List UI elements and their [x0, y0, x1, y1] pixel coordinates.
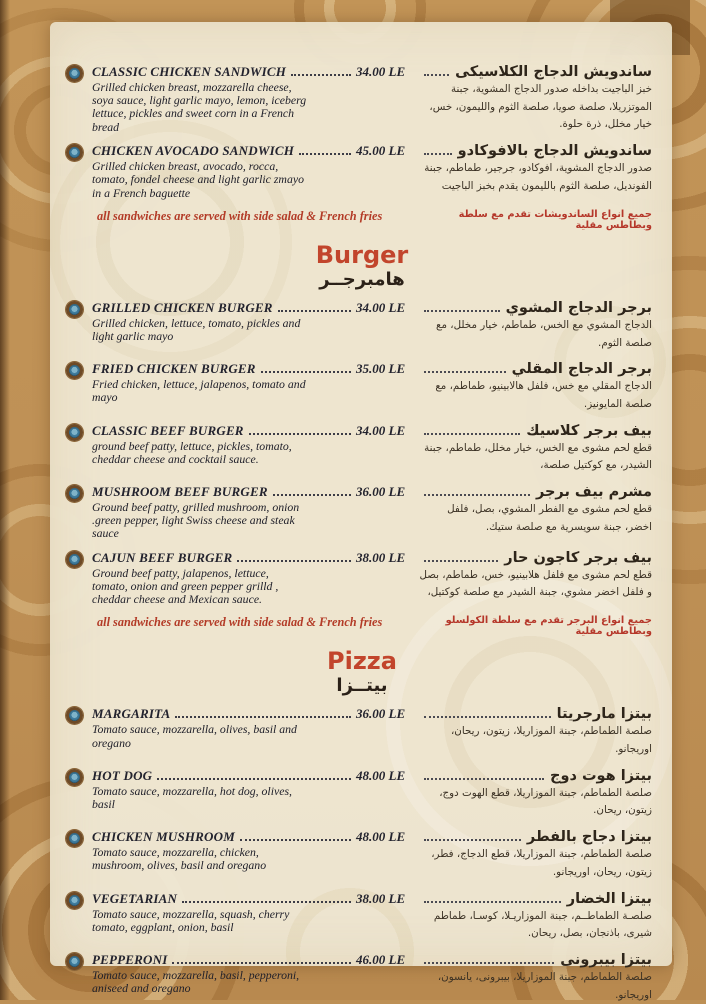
menu-item-title-line-ar	[418, 64, 652, 80]
menu-item-english	[66, 891, 418, 934]
menu-item-price: 38.00 LE	[356, 549, 406, 565]
menu-item-arabic	[418, 143, 658, 195]
menu-item-name-en: CAJUN BEEF BURGER	[92, 549, 233, 565]
section-burger	[66, 240, 658, 638]
menu-item-desc-ar: قطع لحم مشوى مع الخس، خيار مخلل، طماطم، جبنة الشيدر، مع كوكتيل صلصة،	[424, 441, 652, 472]
menu-item-name-ar: بيتزا مارجريتا	[556, 706, 652, 723]
dot-leader	[157, 778, 351, 780]
menu-item-title-line	[92, 361, 418, 377]
dot-leader	[291, 74, 351, 76]
menu-item-arabic	[418, 768, 658, 820]
menu-item-name-en: PEPPERONI	[92, 951, 168, 967]
menu-item-desc-ar: الدجاج المقلي مع خس، فلفل هالابينيو، طماطم، مع صلصة المايونيز.	[435, 380, 652, 410]
menu-item-name-ar: بيتزا دجاج بالفطر	[526, 829, 652, 846]
sandwich-note-row	[66, 209, 658, 231]
menu-item-title-line	[92, 829, 418, 845]
menu-item-price: 48.00 LE	[356, 829, 406, 845]
dot-leader	[175, 716, 351, 718]
menu-item-arabic	[418, 361, 658, 413]
menu-item-desc-en: Grilled chicken breast, avocado, rocca, tomato, fondel cheese and light garlic zmayo in a French baguette	[92, 159, 304, 200]
menu-item-arabic	[418, 550, 658, 602]
dot-leader	[261, 371, 351, 373]
menu-item-price: 35.00 LE	[356, 361, 406, 377]
menu-item-name-en: CHICKEN AVOCADO SANDWICH	[92, 143, 295, 159]
menu-item-row	[66, 829, 658, 881]
dot-leader	[249, 433, 351, 435]
brand-medallion-icon	[66, 485, 83, 502]
pizza-header-en: Pizza	[327, 647, 397, 676]
menu-item-name-en: VEGETARIAN	[92, 890, 178, 906]
menu-item-name-ar: برجر الدجاج المشوي	[505, 299, 652, 316]
burger-note-ar: جميع انواع البرجر تقدم مع سلطة الكولسلو وبطاطس مقلية	[445, 615, 652, 638]
menu-item-price: 38.00 LE	[356, 890, 406, 906]
menu-item-title-line	[92, 891, 418, 907]
brand-medallion-icon	[66, 301, 83, 318]
menu-page-panel	[50, 22, 672, 1001]
menu-item-arabic	[418, 952, 658, 1004]
menu-item-desc-en: Grilled chicken, lettuce, tomato, pickles and light garlic mayo	[92, 315, 301, 343]
menu-item-price: 34.00 LE	[356, 422, 406, 438]
dot-leader-ar	[424, 433, 520, 435]
menu-item-name-ar: ساندويش الدجاج بالافوكادو	[457, 143, 652, 160]
dot-leader-ar	[424, 962, 554, 964]
menu-item-title-line	[92, 952, 418, 968]
menu-item-english-body	[92, 64, 418, 134]
menu-item-title-line	[92, 423, 418, 439]
dot-leader-ar	[424, 494, 530, 496]
menu-item-desc-en: Ground beef patty, grilled mushroom, onion .green pepper, light Swiss cheese and steak sauce	[92, 500, 300, 541]
section-sandwiches	[66, 64, 658, 231]
menu-item-english-body	[92, 484, 418, 541]
dot-leader-ar	[424, 839, 521, 841]
menu-item-price: 48.00 LE	[356, 767, 406, 783]
dot-leader-ar	[424, 716, 551, 718]
menu-item-desc-en: Tomato sauce, mozzarella, squash, cherry tomato, eggplant, onion, basil	[92, 906, 290, 934]
menu-item-english-body	[92, 768, 418, 811]
menu-item-english-body	[92, 361, 418, 404]
pizza-section-header	[66, 649, 658, 696]
menu-item-name-ar: مشرم بيف برجر	[535, 484, 652, 501]
menu-item-row	[66, 484, 658, 541]
sandwich-items	[66, 64, 658, 200]
menu-item-name-ar: بيف برجر كاجون حار	[504, 549, 652, 566]
menu-item-english	[66, 829, 418, 872]
menu-item-title-line	[92, 64, 418, 80]
menu-item-name-en: MUSHROOM BEEF BURGER	[92, 484, 268, 500]
menu-item-desc-ar: الدجاج المشوي مع الخس، طماطم، خيار مخلل، مع صلصة الثوم.	[436, 318, 652, 349]
menu-item-english	[66, 768, 418, 811]
menu-item-arabic	[418, 829, 658, 881]
menu-item-english-body	[92, 706, 418, 749]
menu-item-desc-en: Grilled chicken breast, mozzarella cheese, soya sauce, light garlic mayo, lemon, iceberg lettuce, pickles and sweet corn in a French bread	[92, 80, 307, 134]
menu-item-name-en: FRIED CHICKEN BURGER	[92, 361, 256, 377]
menu-item-price: 34.00 LE	[356, 64, 406, 79]
menu-item-english-body	[92, 952, 418, 995]
burger-note-row	[66, 615, 658, 637]
dot-leader	[299, 153, 351, 155]
menu-item-desc-ar: صلصة الطماطم، جبنة الموزاريلا، قطع الدجاج، فطر، زيتون، ريحان، اوريجانو.	[431, 848, 652, 878]
menu-item-name-ar: بيف برجر كلاسيك	[526, 422, 652, 439]
menu-item-row	[66, 768, 658, 820]
dot-leader-ar	[424, 560, 498, 562]
menu-item-english	[66, 952, 418, 995]
menu-item-arabic	[418, 484, 658, 536]
menu-item-row	[66, 300, 658, 352]
menu-item-price: 34.00 LE	[356, 299, 406, 315]
menu-item-title-line	[92, 706, 418, 722]
menu-item-desc-ar: صلصة الطماطم، جبنة الموزاريلا، زيتون، ريحان، اوريجانو.	[450, 725, 652, 756]
brand-medallion-icon	[66, 362, 83, 379]
menu-item-desc-ar: صلصة الطماطم، جبنة الموزاريلا، قطع الهوت دوج، زيتون، ريحان.	[439, 786, 652, 817]
menu-item-arabic	[418, 891, 658, 943]
brand-medallion-icon	[66, 424, 83, 441]
menu-item-title-line	[92, 768, 418, 784]
dot-leader	[172, 962, 351, 964]
page-edge-shadow	[0, 0, 10, 1000]
burger-header-en: Burger	[315, 240, 409, 269]
dot-leader	[182, 901, 351, 903]
menu-item-desc-en: ground beef patty, lettuce, pickles, tomato, cheddar cheese and cocktail sauce.	[92, 438, 292, 466]
dot-leader-ar	[424, 74, 449, 76]
pizza-items	[66, 706, 658, 1004]
dot-leader	[278, 310, 351, 312]
menu-item-row	[66, 952, 658, 1004]
menu-item-english-body	[92, 143, 418, 200]
burger-section-header	[66, 240, 658, 290]
menu-item-english-body	[92, 300, 418, 343]
menu-item-row	[66, 423, 658, 475]
menu-item-row	[66, 550, 658, 607]
burger-note-en: all sandwiches are served with side salad & French fries	[97, 615, 383, 630]
menu-item-desc-en: Tomato sauce, mozzarella, chicken, mushroom, olives, basil and oregano	[92, 845, 267, 873]
menu-item-title-line	[92, 484, 418, 500]
menu-item-name-ar: بيتزا هوت دوج	[550, 767, 652, 784]
menu-item-desc-en: Fried chicken, lettuce, jalapenos, tomato and mayo	[92, 377, 306, 405]
menu-item-title-line-ar	[418, 891, 652, 907]
section-pizza	[66, 649, 658, 1004]
menu-item-row	[66, 706, 658, 758]
menu-item-english	[66, 361, 418, 404]
burger-header-ar: هامبرجــر	[319, 268, 405, 290]
brand-medallion-icon	[66, 65, 83, 82]
pizza-header-ar: بيتــزا	[336, 675, 388, 697]
menu-item-title-line	[92, 550, 418, 566]
menu-item-arabic	[418, 300, 658, 352]
menu-item-name-en: GRILLED CHICKEN BURGER	[92, 299, 273, 315]
menu-item-title-line-ar	[418, 706, 652, 722]
brand-medallion-icon	[66, 830, 83, 847]
menu-item-name-ar: بيتزا الخضار	[566, 890, 652, 907]
menu-item-desc-en: Tomato sauce, mozzarella, basil, pepperoni, aniseed and oregano	[92, 967, 300, 996]
menu-item-row	[66, 361, 658, 413]
brand-medallion-icon	[66, 707, 83, 724]
menu-item-name-en: CHICKEN MUSHROOM	[92, 829, 235, 845]
menu-item-title-line-ar	[418, 423, 652, 439]
menu-item-row	[66, 891, 658, 943]
menu-item-row	[66, 143, 658, 200]
menu-item-price: 46.00 LE	[356, 951, 406, 967]
menu-item-title-line	[92, 143, 418, 159]
sandwich-note-ar: جميع انواع الساندويشات تقدم مع سلطة وبطاطس مقلية	[458, 208, 652, 231]
menu-item-english	[66, 300, 418, 343]
menu-item-name-en: CLASSIC CHICKEN SANDWICH	[92, 64, 287, 79]
dot-leader-ar	[424, 371, 506, 373]
menu-item-title-line-ar	[418, 829, 652, 845]
menu-item-name-ar: بيتزا بيبرونى	[560, 951, 652, 968]
menu-item-title-line-ar	[418, 952, 652, 968]
menu-item-title-line-ar	[418, 550, 652, 566]
menu-item-english	[66, 484, 418, 541]
dot-leader-ar	[424, 778, 544, 780]
menu-item-desc-ar: قطع لحم مشوى مع الفطر المشوي، بصل، فلفل اخضر، جبنة سويسرية مع صلصة ستيك.	[447, 503, 652, 533]
menu-item-title-line-ar	[418, 300, 652, 316]
brand-medallion-icon	[66, 953, 83, 970]
menu-item-english-body	[92, 891, 418, 934]
menu-item-arabic	[418, 706, 658, 758]
menu-item-name-ar: ساندويش الدجاج الكلاسيكى	[455, 64, 652, 80]
dot-leader-ar	[424, 901, 561, 903]
menu-item-desc-en: Tomato sauce, mozzarella, olives, basil and oregano	[92, 722, 297, 750]
menu-item-price: 36.00 LE	[356, 706, 406, 722]
menu-item-desc-ar: صدور الدجاج المشوية، افوكادو، جرجير، طماطم، جبنة الفونديل، صلصة الثوم بالليمون يقدم بخبز الباجيت	[424, 162, 652, 192]
menu-item-english-body	[92, 423, 418, 466]
menu-item-english	[66, 706, 418, 749]
menu-item-name-en: CLASSIC BEEF BURGER	[92, 422, 244, 438]
menu-item-english	[66, 143, 418, 200]
menu-item-english	[66, 64, 418, 134]
burger-items	[66, 300, 658, 606]
menu-item-title-line-ar	[418, 361, 652, 377]
menu-item-english	[66, 423, 418, 466]
menu-item-title-line	[92, 300, 418, 316]
brand-medallion-icon	[66, 892, 83, 909]
menu-item-desc-ar: قطع لحم مشوى مع فلفل هلابينيو، خس، طماطم، بصل و فلفل اخضر مشوي، جبنة الشيدر مع صلصة كوكتيل،	[419, 568, 652, 599]
menu-item-english	[66, 550, 418, 607]
menu-item-name-en: MARGARITA	[92, 706, 171, 722]
dot-leader	[240, 839, 351, 841]
dot-leader-ar	[424, 310, 500, 312]
menu-item-name-ar: برجر الدجاج المقلي	[511, 361, 652, 378]
menu-item-price: 45.00 LE	[356, 143, 406, 159]
menu-item-desc-ar: صلصـة الطماطــم، جبنة الموزاريـلا، كوسـا، طماطم شيرى، باذنجان، بصل، ريحان.	[433, 909, 652, 940]
menu-item-title-line-ar	[418, 768, 652, 784]
menu-item-name-en: HOT DOG	[92, 767, 153, 783]
brand-medallion-icon	[66, 551, 83, 568]
menu-item-arabic	[418, 64, 658, 134]
brand-medallion-icon	[66, 769, 83, 786]
sandwich-note-en: all sandwiches are served with side salad & French fries	[97, 208, 383, 223]
menu-item-english-body	[92, 550, 418, 607]
brand-medallion-icon	[66, 144, 83, 161]
menu-item-title-line-ar	[418, 484, 652, 500]
menu-item-arabic	[418, 423, 658, 475]
menu-item-title-line-ar	[418, 143, 652, 159]
dot-leader	[237, 560, 351, 562]
menu-item-desc-ar: صلصة الطماطم، جبنة الموزاريلا، بيبرونى، يانسون، اوريجانو.	[437, 970, 652, 1001]
menu-item-english-body	[92, 829, 418, 872]
dot-leader-ar	[424, 153, 452, 155]
menu-item-desc-en: Ground beef patty, jalapenos, lettuce, tomato, onion and green pepper grilld , cheddar cheese and Mexican sauce.	[92, 565, 279, 607]
dot-leader	[273, 494, 351, 496]
menu-item-row	[66, 64, 658, 134]
menu-item-price: 36.00 LE	[356, 484, 406, 500]
menu-item-desc-ar: خبز الباجيت بداخله صدور الدجاج المشوية، جبنة الموتزريلا، صلصة صويا، صلصة الثوم والليمون، خس، خيار مخلل، ذرة حلوة.	[429, 83, 652, 131]
menu-item-desc-en: Tomato sauce, mozzarella, hot dog, olives, basil	[92, 783, 292, 811]
